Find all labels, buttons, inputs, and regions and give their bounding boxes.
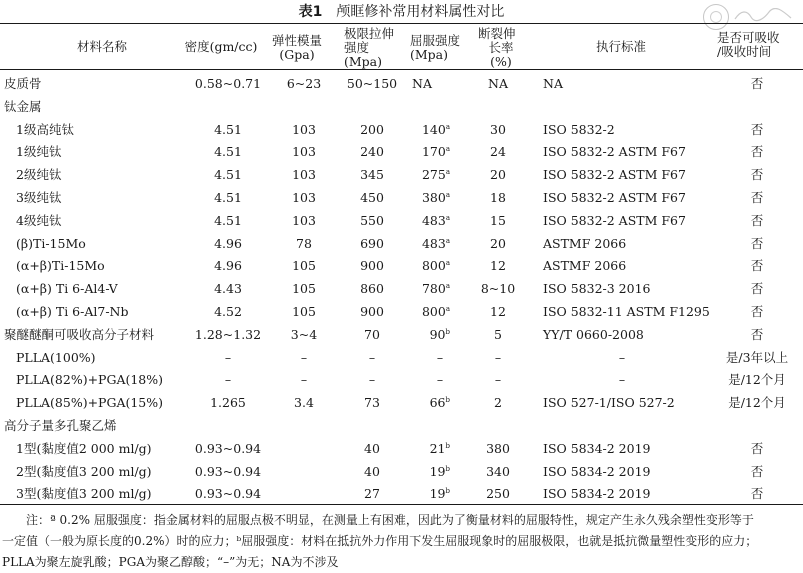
cell-tensile: 73 (364, 395, 380, 411)
footnote-marker: b (445, 487, 450, 496)
cell-standard: ASTMF 2066 (543, 258, 627, 274)
note-line: 注：ª 0.2% 屈服强度：指金属材料的屈服点极不明显，在测量上有困难，因此为了衡量材料的屈服特性，规定产生永久残余塑性变形等于 (26, 513, 754, 527)
cell-modulus: – (300, 372, 308, 388)
cell-absorbable: 否 (750, 440, 764, 456)
cell-absorbable: 否 (750, 121, 764, 137)
header-absorbable: 是否可吸收 /吸收时间 (717, 30, 780, 59)
table-row (0, 255, 803, 278)
table-top-rule (0, 23, 803, 24)
cell-yield: – (436, 372, 444, 388)
cell-yield: 66$^b$ (429, 395, 450, 411)
cell-modulus: 78 (296, 235, 312, 251)
cell-modulus: 3~4 (290, 326, 318, 342)
cell-elongation: 30 (490, 121, 506, 137)
cell-yield: 170$^a$ (421, 144, 450, 160)
seal-icon (703, 4, 729, 30)
cell-standard: NA (543, 76, 563, 91)
journal-watermark (703, 2, 803, 32)
cell-modulus: 103 (292, 190, 316, 205)
cell-elongation: 2 (494, 395, 502, 411)
table-row (0, 301, 803, 324)
table-row (0, 392, 803, 415)
cell-material: (α+β) Ti 6-Al7-Nb (16, 304, 129, 319)
cell-modulus: 105 (292, 258, 316, 274)
cell-absorbable: 否 (750, 212, 764, 228)
cell-tensile: – (368, 372, 376, 388)
table-title (0, 4, 803, 20)
table-row (0, 141, 803, 164)
cell-tensile: 900 (360, 304, 384, 319)
cell-yield: 19$^b$ (429, 463, 450, 479)
cell-absorbable: 否 (750, 167, 764, 183)
cell-modulus: 6~23 (286, 76, 322, 91)
cell-yield: 483$^a$ (421, 212, 450, 228)
cell-density: 4.51 (214, 167, 242, 183)
footnote-marker: b (445, 327, 450, 336)
table-row (0, 324, 803, 347)
cell-absorbable: 否 (750, 235, 764, 251)
footnote-marker: a (445, 168, 450, 177)
cell-elongation: 12 (490, 258, 506, 274)
cell-yield: 800$^a$ (421, 304, 450, 319)
cell-material: 3级纯钛 (16, 190, 62, 205)
table-row (0, 187, 803, 210)
footnote-marker: a (445, 213, 450, 222)
cell-modulus: 105 (292, 304, 316, 319)
cell-modulus: 105 (292, 281, 316, 297)
cell-standard: ISO 5832-11 ASTM F1295 (543, 304, 710, 319)
table-row (0, 438, 803, 461)
cell-tensile: 900 (360, 258, 384, 274)
cell-tensile: 40 (364, 463, 380, 479)
cell-material: 皮质骨 (4, 76, 42, 91)
cell-standard: ISO 5832-2 ASTM F67 (543, 167, 686, 183)
footnote-marker: a (445, 305, 450, 313)
cell-absorbable: 否 (750, 258, 764, 274)
footnote-marker: a (445, 145, 450, 154)
cell-material: 1级纯钛 (16, 144, 62, 160)
cell-material: 4级纯钛 (16, 212, 62, 228)
cell-density: 4.51 (214, 190, 242, 205)
footnote-marker: b (445, 396, 450, 405)
cell-standard: ASTMF 2066 (543, 235, 627, 251)
cell-tensile: 70 (364, 326, 380, 342)
cell-absorbable: 是/3年以上 (725, 349, 789, 365)
cell-modulus: 103 (292, 167, 316, 183)
footnote-marker: a (445, 236, 450, 245)
cell-yield: 483$^a$ (421, 235, 450, 251)
table-row (0, 73, 803, 96)
table-header-rule (0, 69, 803, 70)
header-material: 材料名称 (76, 39, 127, 54)
cell-yield: NA (412, 76, 432, 91)
footnote-marker: a (445, 191, 450, 199)
cell-material: 聚醚醚酮可吸收高分子材料 (4, 326, 155, 342)
table-row (0, 233, 803, 256)
cell-yield: 19$^b$ (429, 486, 450, 502)
table-note (2, 510, 802, 573)
cell-modulus: 103 (292, 144, 316, 160)
cell-density: 1.265 (210, 395, 246, 411)
cell-material: (α+β) Ti 6-Al4-V (16, 281, 118, 297)
cell-density: 0.93~0.94 (194, 440, 262, 456)
cell-tensile: 690 (360, 235, 384, 251)
cell-standard: ISO 5834-2 2019 (543, 463, 651, 479)
cell-tensile: 240 (360, 144, 384, 160)
cell-absorbable: 否 (750, 76, 764, 91)
header-standard: 执行标准 (595, 39, 646, 54)
cell-material: PLLA(82%)+PGA(18%) (16, 372, 164, 388)
cell-density: 0.93~0.94 (194, 486, 262, 502)
cell-yield: 275$^a$ (421, 167, 450, 183)
table-row (0, 347, 803, 370)
cell-modulus: 3.4 (294, 395, 314, 411)
header-modulus: 弹性模量 (Gpa) (271, 33, 322, 62)
cell-yield: – (436, 349, 444, 365)
cell-absorbable: 否 (750, 190, 764, 205)
cell-density: 1.28~1.32 (194, 326, 262, 342)
cell-density: 4.51 (214, 144, 242, 160)
cell-standard: ISO 5834-2 2019 (543, 486, 651, 502)
cell-modulus: 103 (292, 121, 316, 137)
cell-material: PLLA(100%) (16, 349, 96, 365)
cell-density: – (224, 349, 232, 365)
cell-elongation: 5 (494, 326, 502, 342)
cell-absorbable: 否 (750, 281, 764, 297)
cell-yield: 21$^b$ (429, 440, 450, 456)
table-row (0, 164, 803, 187)
cell-absorbable: 是/12个月 (728, 395, 786, 411)
cell-elongation: 15 (490, 212, 506, 228)
cell-elongation: 340 (486, 463, 510, 479)
table-row (0, 96, 803, 119)
cell-material: 2型(黏度值3 200 ml/g) (16, 463, 152, 479)
cell-standard: ISO 5834-2 2019 (543, 440, 651, 456)
cell-material: (α+β)Ti-15Mo (16, 258, 105, 274)
cell-material: 2级纯钛 (16, 167, 62, 183)
table-row (0, 278, 803, 301)
cell-tensile: 27 (364, 486, 380, 502)
cell-absorbable: 否 (750, 463, 764, 479)
cell-material: PLLA(85%)+PGA(15%) (16, 395, 164, 411)
table-caption: 颅眶修补常用材料属性对比 (336, 4, 505, 20)
note-line: 一定值（一般为原长度的0.2%）时的应力；ᵇ屈服强度：材料在抵抗外力作用下发生屈服现象时的屈服极限，也就是抵抗微量塑性变形的应力； (2, 534, 758, 548)
cell-tensile: – (368, 349, 376, 365)
table-number: 表1 (298, 4, 323, 20)
cell-elongation: 24 (490, 144, 506, 160)
cell-elongation: NA (488, 76, 508, 91)
cell-material: 1级高纯钛 (16, 121, 74, 137)
cell-standard: ISO 5832-2 ASTM F67 (543, 190, 686, 205)
cell-yield: 90$^b$ (429, 326, 450, 342)
cell-tensile: 860 (360, 281, 384, 297)
cell-yield: 140$^a$ (421, 121, 450, 137)
cell-standard: ISO 5832-2 ASTM F67 (543, 144, 686, 160)
footnote-marker: a (445, 282, 450, 291)
footnote-marker: b (445, 441, 450, 450)
cell-material: 高分子量多孔聚乙烯 (4, 418, 117, 433)
header-tensile: 极限拉伸 强度 (Mpa) (344, 26, 395, 69)
cell-modulus: 103 (292, 212, 316, 228)
cell-elongation: 380 (486, 440, 510, 456)
cell-tensile: 40 (364, 440, 380, 456)
footnote-marker: a (445, 259, 450, 268)
cell-material: 3型(黏度值3 200 ml/g) (16, 486, 152, 502)
cell-material: (β)Ti-15Mo (16, 235, 86, 251)
cell-tensile: 450 (360, 190, 384, 205)
cell-elongation: 8~10 (480, 281, 516, 297)
note-line: PLLA为聚左旋乳酸；PGA为聚乙醇酸；“–”为无；NA为不涉及 (2, 555, 339, 569)
cell-density: 4.52 (214, 304, 242, 319)
cell-standard: ISO 5832-2 ASTM F67 (543, 212, 686, 228)
cell-material: 钛金属 (4, 98, 42, 114)
cell-tensile: 200 (360, 121, 384, 137)
table-row (0, 369, 803, 392)
header-yield: 屈服强度 (Mpa) (410, 33, 461, 62)
cell-density: 4.96 (214, 235, 242, 251)
cell-elongation: 20 (490, 235, 506, 251)
cell-elongation: – (494, 372, 502, 388)
cell-yield: 780$^a$ (421, 281, 450, 297)
header-density: 密度(gm/cc) (184, 39, 258, 54)
cell-elongation: 20 (490, 167, 506, 183)
cell-density: 0.58~0.71 (194, 76, 262, 91)
table-row (0, 461, 803, 484)
cell-tensile: 345 (360, 167, 384, 183)
cell-absorbable: 是/12个月 (728, 372, 786, 388)
cell-absorbable: 否 (750, 144, 764, 160)
cell-density: 0.93~0.94 (194, 463, 262, 479)
cell-elongation: – (494, 349, 502, 365)
table-row (0, 483, 803, 506)
table-row (0, 119, 803, 142)
footnote-marker: b (445, 464, 450, 473)
table-row (0, 415, 803, 438)
cell-absorbable: 否 (750, 486, 764, 502)
cell-standard: ISO 5832-3 2016 (543, 281, 651, 297)
cell-absorbable: 否 (750, 326, 764, 342)
cell-elongation: 12 (490, 304, 506, 319)
cell-density: 4.43 (214, 281, 242, 297)
cell-elongation: 250 (486, 486, 510, 502)
cell-standard: ISO 527-1/ISO 527-2 (543, 395, 675, 411)
cell-absorbable: 否 (750, 304, 764, 319)
table-bottom-rule (0, 504, 803, 505)
cell-standard: – (618, 349, 626, 365)
cell-standard: ISO 5832-2 (543, 121, 615, 137)
cell-density: 4.96 (214, 258, 242, 274)
cell-yield: 800$^a$ (421, 258, 450, 274)
cell-density: 4.51 (214, 121, 242, 137)
cell-standard: YY/T 0660-2008 (543, 326, 644, 342)
cell-tensile: 50~150 (346, 76, 398, 91)
cell-yield: 380$^a$ (421, 190, 450, 205)
cell-density: 4.51 (214, 212, 242, 228)
cell-elongation: 18 (490, 190, 506, 205)
footnote-marker: a (445, 122, 450, 131)
cell-standard: – (618, 372, 626, 388)
cell-material: 1型(黏度值2 000 ml/g) (16, 440, 152, 456)
cell-modulus: – (300, 349, 308, 365)
header-elongation: 断裂伸 长率 (%) (478, 26, 516, 69)
table-row (0, 210, 803, 233)
cell-density: – (224, 372, 232, 388)
cell-tensile: 550 (360, 212, 384, 228)
